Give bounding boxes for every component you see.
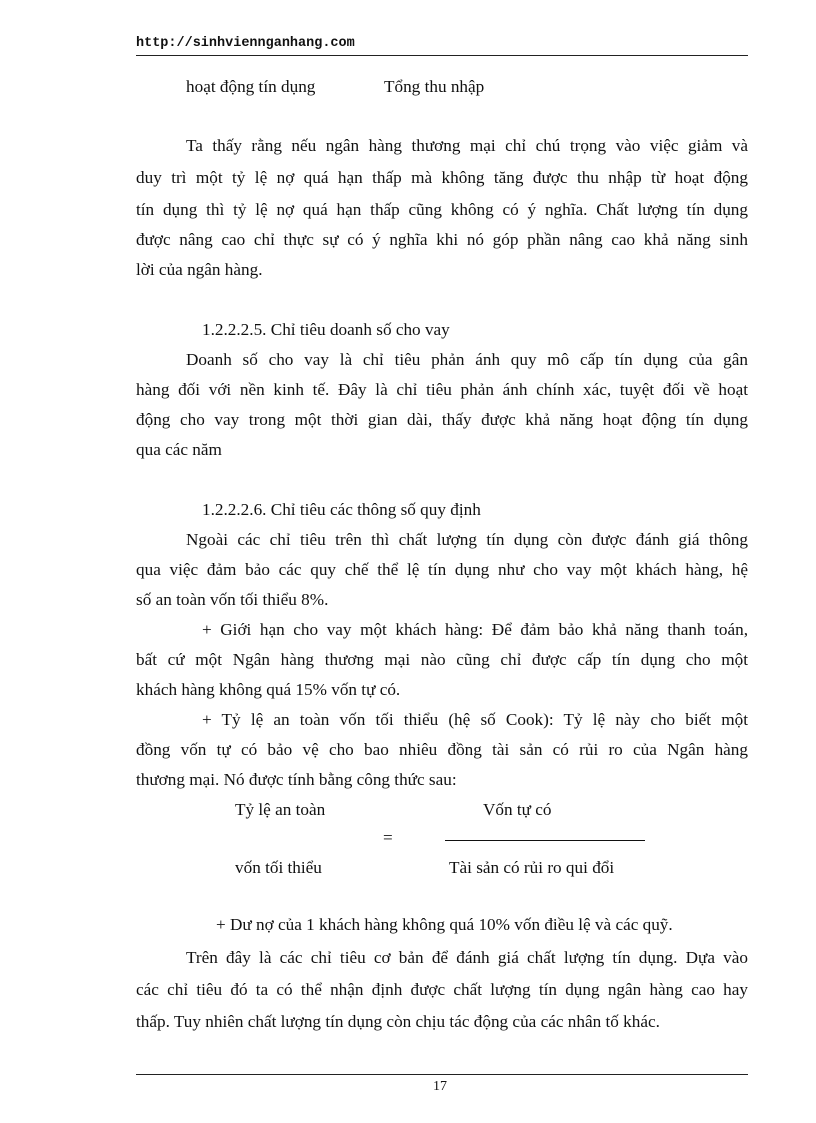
bullet-line: + Giới hạn cho vay một khách hàng: Để đảm bảo khả năng thanh toán, — [202, 620, 748, 639]
paragraph-line: duy trì một tỷ lệ nợ quá hạn thấp mà không tăng được thu nhập từ hoạt động — [136, 168, 748, 187]
bullet-line: đồng vốn tự có bảo vệ cho bao nhiêu đồng tài sản có rủi ro của Ngân hàng — [136, 740, 748, 759]
bullet-line: + Dư nợ của 1 khách hàng không quá 10% vốn điều lệ và các quỹ. — [216, 915, 673, 934]
section-heading: 1.2.2.2.6. Chỉ tiêu các thông số quy định — [202, 500, 481, 519]
paragraph-line: động cho vay trong một thời gian dài, thấy được khả năng hoạt động tín dụng — [136, 410, 748, 429]
page-number: 17 — [433, 1079, 447, 1094]
section-heading: 1.2.2.2.5. Chỉ tiêu doanh số cho vay — [202, 320, 450, 339]
bullet-line: khách hàng không quá 15% vốn tự có. — [136, 680, 401, 699]
paragraph-line: được nâng cao chỉ thực sự có ý nghĩa khi nó góp phần nâng cao khả năng sinh — [136, 230, 748, 249]
bullet-line: thương mại. Nó được tính bằng công thức sau: — [136, 770, 457, 789]
formula-fraction-bar — [445, 840, 645, 841]
footer-rule — [136, 1074, 748, 1075]
formula-left-top: Tỷ lệ an toàn — [235, 800, 326, 819]
bullet-line: + Tỷ lệ an toàn vốn tối thiểu (hệ số Cook): Tỷ lệ này cho biết một — [202, 710, 748, 729]
paragraph-line: số an toàn vốn tối thiểu 8%. — [136, 590, 329, 609]
paragraph-line: Ta thấy rằng nếu ngân hàng thương mại chỉ chú trọng vào việc giảm và — [186, 136, 748, 155]
continuation-right: Tổng thu nhập — [384, 77, 485, 96]
paragraph-line: hàng đối với nền kinh tế. Đây là chỉ tiêu phản ánh chính xác, tuyệt đối về hoạt — [136, 380, 748, 399]
paragraph-line: Ngoài các chỉ tiêu trên thì chất lượng tín dụng còn được đánh giá thông — [186, 530, 748, 549]
paragraph-line: các chỉ tiêu đó ta có thể nhận định được chất lượng tín dụng ngân hàng cao hay — [136, 980, 748, 999]
formula-equals: = — [383, 828, 393, 847]
paragraph-line: lời của ngân hàng. — [136, 260, 263, 279]
continuation-left: hoạt động tín dụng — [186, 77, 316, 96]
paragraph-line: qua các năm — [136, 440, 222, 459]
paragraph-line: qua việc đảm bảo các quy chế thể lệ tín dụng như cho vay một khách hàng, hệ — [136, 560, 748, 579]
paragraph-line: tín dụng thì tỷ lệ nợ quá hạn thấp cũng không có ý nghĩa. Chất lượng tín dụng — [136, 200, 748, 219]
page-header-url: http://sinhviennganhang.com — [136, 36, 355, 51]
formula-left-bottom: vốn tối thiểu — [235, 858, 322, 877]
formula-denominator: Tài sản có rủi ro qui đổi — [449, 858, 615, 877]
paragraph-line: thấp. Tuy nhiên chất lượng tín dụng còn chịu tác động của các nhân tố khác. — [136, 1012, 660, 1031]
bullet-line: bất cứ một Ngân hàng thương mại nào cũng chỉ được cấp tín dụng cho một — [136, 650, 748, 669]
paragraph-line: Doanh số cho vay là chỉ tiêu phản ánh quy mô cấp tín dụng của gân — [186, 350, 748, 369]
header-rule — [136, 55, 748, 56]
formula-numerator: Vốn tự có — [483, 800, 552, 819]
paragraph-line: Trên đây là các chỉ tiêu cơ bản để đánh giá chất lượng tín dụng. Dựa vào — [186, 948, 748, 967]
